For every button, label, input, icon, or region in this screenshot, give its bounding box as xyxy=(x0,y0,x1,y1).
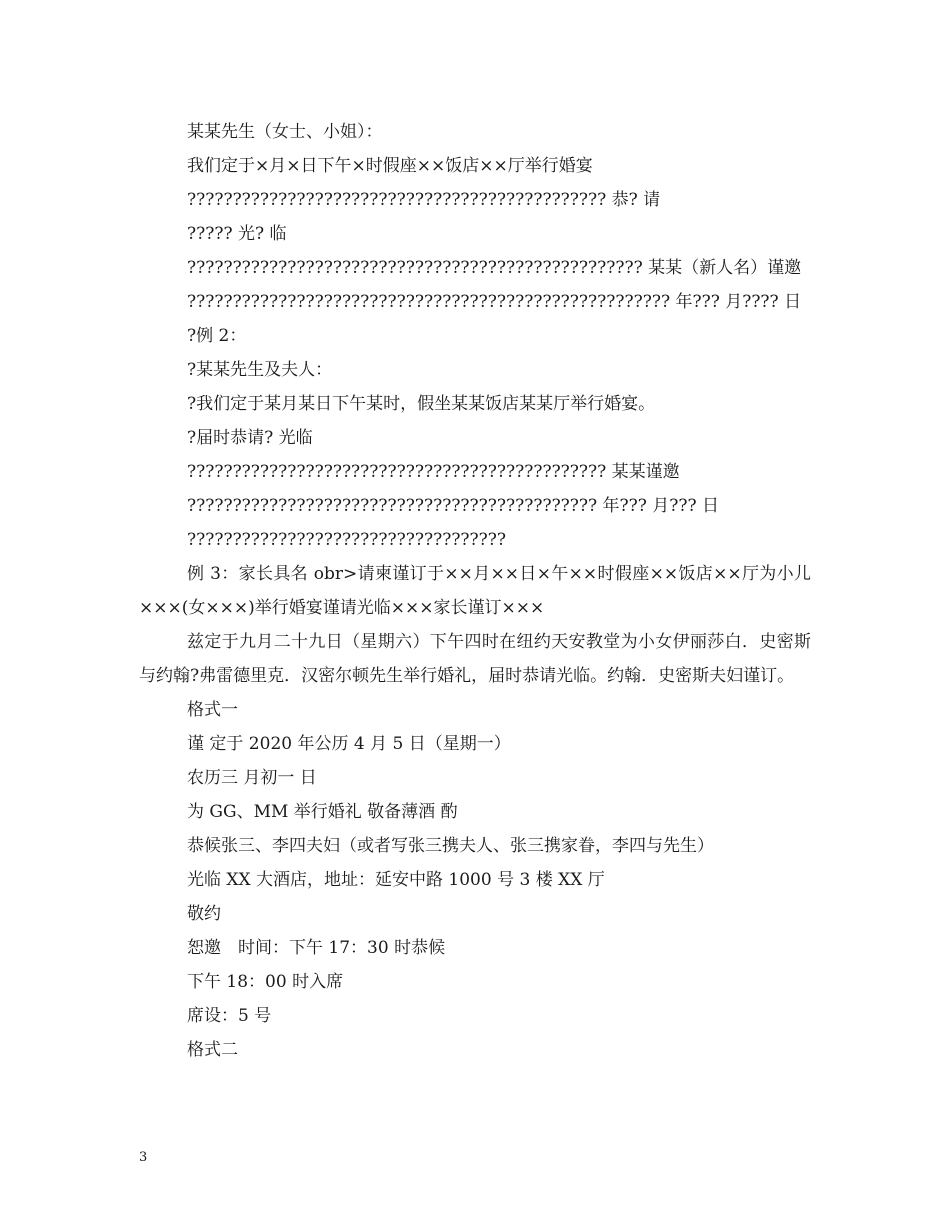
salutation-line: 某某先生（女士、小姐）： xyxy=(187,122,383,142)
paragraph-english-style: 兹定于九月二十九日（星期六）下午四时在纽约天安教堂为小女伊丽莎白．史密斯与约翰?弗雷德里克．汉密尔顿先生举行婚礼，届时恭请光临。约翰．史密斯夫妇谨订。 xyxy=(139,632,811,686)
format-heading: 格式二 xyxy=(187,1040,238,1060)
format-heading: 格式一 xyxy=(187,700,238,720)
text-line: ?某某先生及夫人： xyxy=(187,360,333,380)
text-line: 光临 XX 大酒店，地址：延安中路 1000 号 3 楼 XX 厅 xyxy=(187,870,605,890)
text-line: ?????????????????????????????????????????????? 某某谨邀 xyxy=(187,462,680,482)
example-heading: ?例 2： xyxy=(187,326,247,346)
text-line: ????????????????????????????????????????????? 年??? 月??? 日 xyxy=(187,496,720,516)
text-line: ?????????????????????????????????????????????????? 某某（新人名）谨邀 xyxy=(187,258,802,278)
paragraph-example-3: 例 3：家长具名 obr>请柬谨订于××月××日×午××时假座××饭店××厅为小儿×××(女×××)举行婚宴谨请光临×××家长谨订××× xyxy=(139,564,811,618)
text-line: 敬约 xyxy=(187,904,221,924)
text-line: ?届时恭请? 光临 xyxy=(187,428,313,448)
text-line: 席设：5 号 xyxy=(187,1006,272,1026)
text-line: ????????????????????????????????????????????????????? 年??? 月???? 日 xyxy=(187,292,802,312)
text-line: 恕邀 时间：下午 17：30 时恭候 xyxy=(187,938,446,958)
text-line: ????? 光? 临 xyxy=(187,224,287,244)
text-line: 恭候张三、李四夫妇（或者写张三携夫人、张三携家眷，李四与先生） xyxy=(187,836,714,856)
text-line: ??????????????????????????????????? xyxy=(187,530,506,550)
text-line: 农历三 月初一 日 xyxy=(187,768,317,788)
text-line: 谨 定于 2020 年公历 4 月 5 日（星期一） xyxy=(187,734,511,754)
text-line: ?????????????????????????????????????????????? 恭? 请 xyxy=(187,190,661,210)
document-body xyxy=(0,115,950,1067)
page-number: 3 xyxy=(139,1150,148,1165)
text-line: 为 GG、MM 举行婚礼 敬备薄酒 酌 xyxy=(187,802,458,822)
text-line: ?我们定于某月某日下午某时，假坐某某饭店某某厅举行婚宴。 xyxy=(187,394,656,414)
text-line: 下午 18：00 时入席 xyxy=(187,972,344,992)
text-line: 我们定于×月×日下午×时假座××饭店××厅举行婚宴 xyxy=(187,156,593,176)
